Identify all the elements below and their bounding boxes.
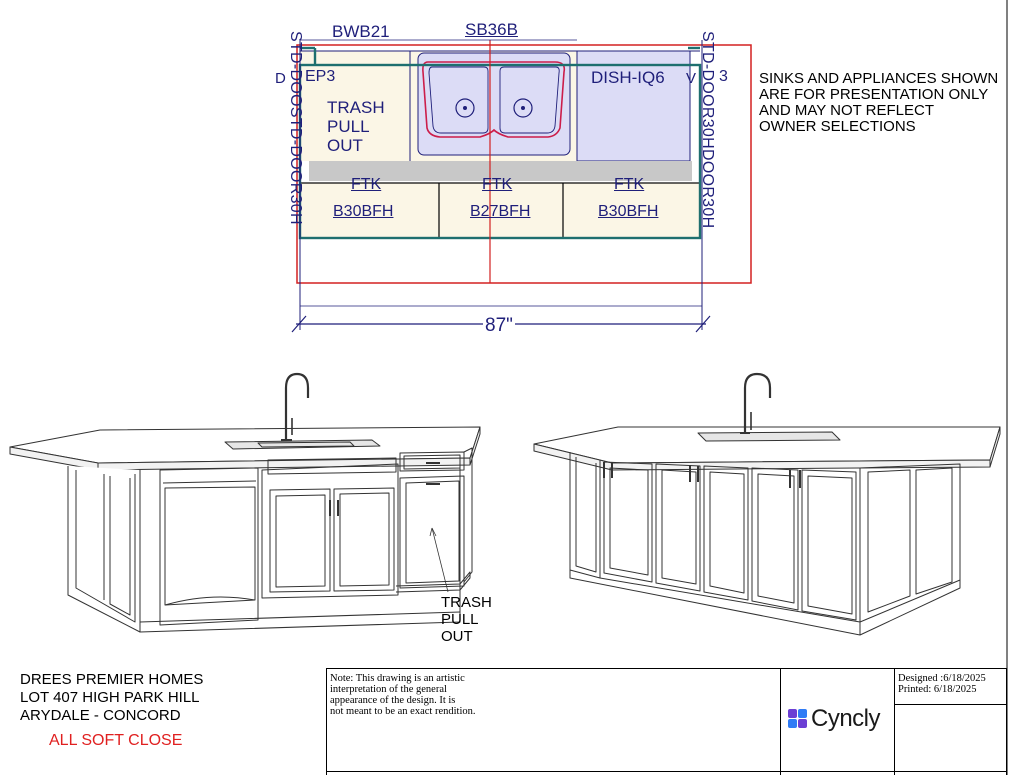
date-info	[898, 673, 986, 695]
printed-date: Printed: 6/18/2025	[898, 684, 977, 695]
top-label-bwb21: BWB21	[332, 22, 390, 41]
trash-pullout-label: TRASH PULL OUT	[327, 98, 385, 155]
end-panel-left: D	[275, 70, 286, 87]
base-cabinet-1-code: B30BFH	[333, 203, 394, 220]
right-vertical-label: STD-DOOR30HDOOR30H	[699, 31, 716, 229]
end-panel-left-code: EP3	[305, 68, 336, 85]
soft-close-note: ALL SOFT CLOSE	[49, 732, 183, 749]
base-cabinet-3-code: B30BFH	[598, 203, 659, 220]
community-name: ARYDALE - CONCORD	[20, 707, 181, 724]
disclaimer-note: Note: This drawing is an artistic interpretation of the general appearance of the design. It is not meant to be an exact rendition.	[330, 673, 476, 717]
cyncly-logo-icon	[788, 709, 808, 729]
end-panel-right: V	[686, 70, 697, 87]
cyncly-logo	[788, 705, 880, 733]
left-vertical-label: STD-DOOSTD-DOOR30H	[287, 31, 304, 225]
base-cabinet-3-top: FTK	[614, 176, 645, 193]
top-label-sb36b: SB36B	[465, 20, 518, 39]
width-dimension-label: 87"	[485, 315, 513, 336]
end-panel-right-code: 3	[719, 68, 728, 85]
base-cabinet-2-code: B27BFH	[470, 203, 531, 220]
trash-callout: TRASH PULL OUT	[441, 594, 492, 645]
base-cabinet-2-top: FTK	[482, 176, 513, 193]
presentation-note: SINKS AND APPLIANCES SHOWN ARE FOR PRESENTATION ONLY AND MAY NOT REFLECT OWNER SELECTIONS	[759, 70, 999, 135]
designed-date: Designed :6/18/2025	[898, 673, 986, 684]
builder-name: DREES PREMIER HOMES	[20, 671, 204, 688]
base-cabinet-1-top: FTK	[351, 176, 382, 193]
dishwasher-label: DISH-IQ6	[591, 68, 665, 87]
lot-address: LOT 407 HIGH PARK HILL	[20, 689, 200, 706]
cyncly-logo-text: Cyncly	[811, 705, 881, 732]
